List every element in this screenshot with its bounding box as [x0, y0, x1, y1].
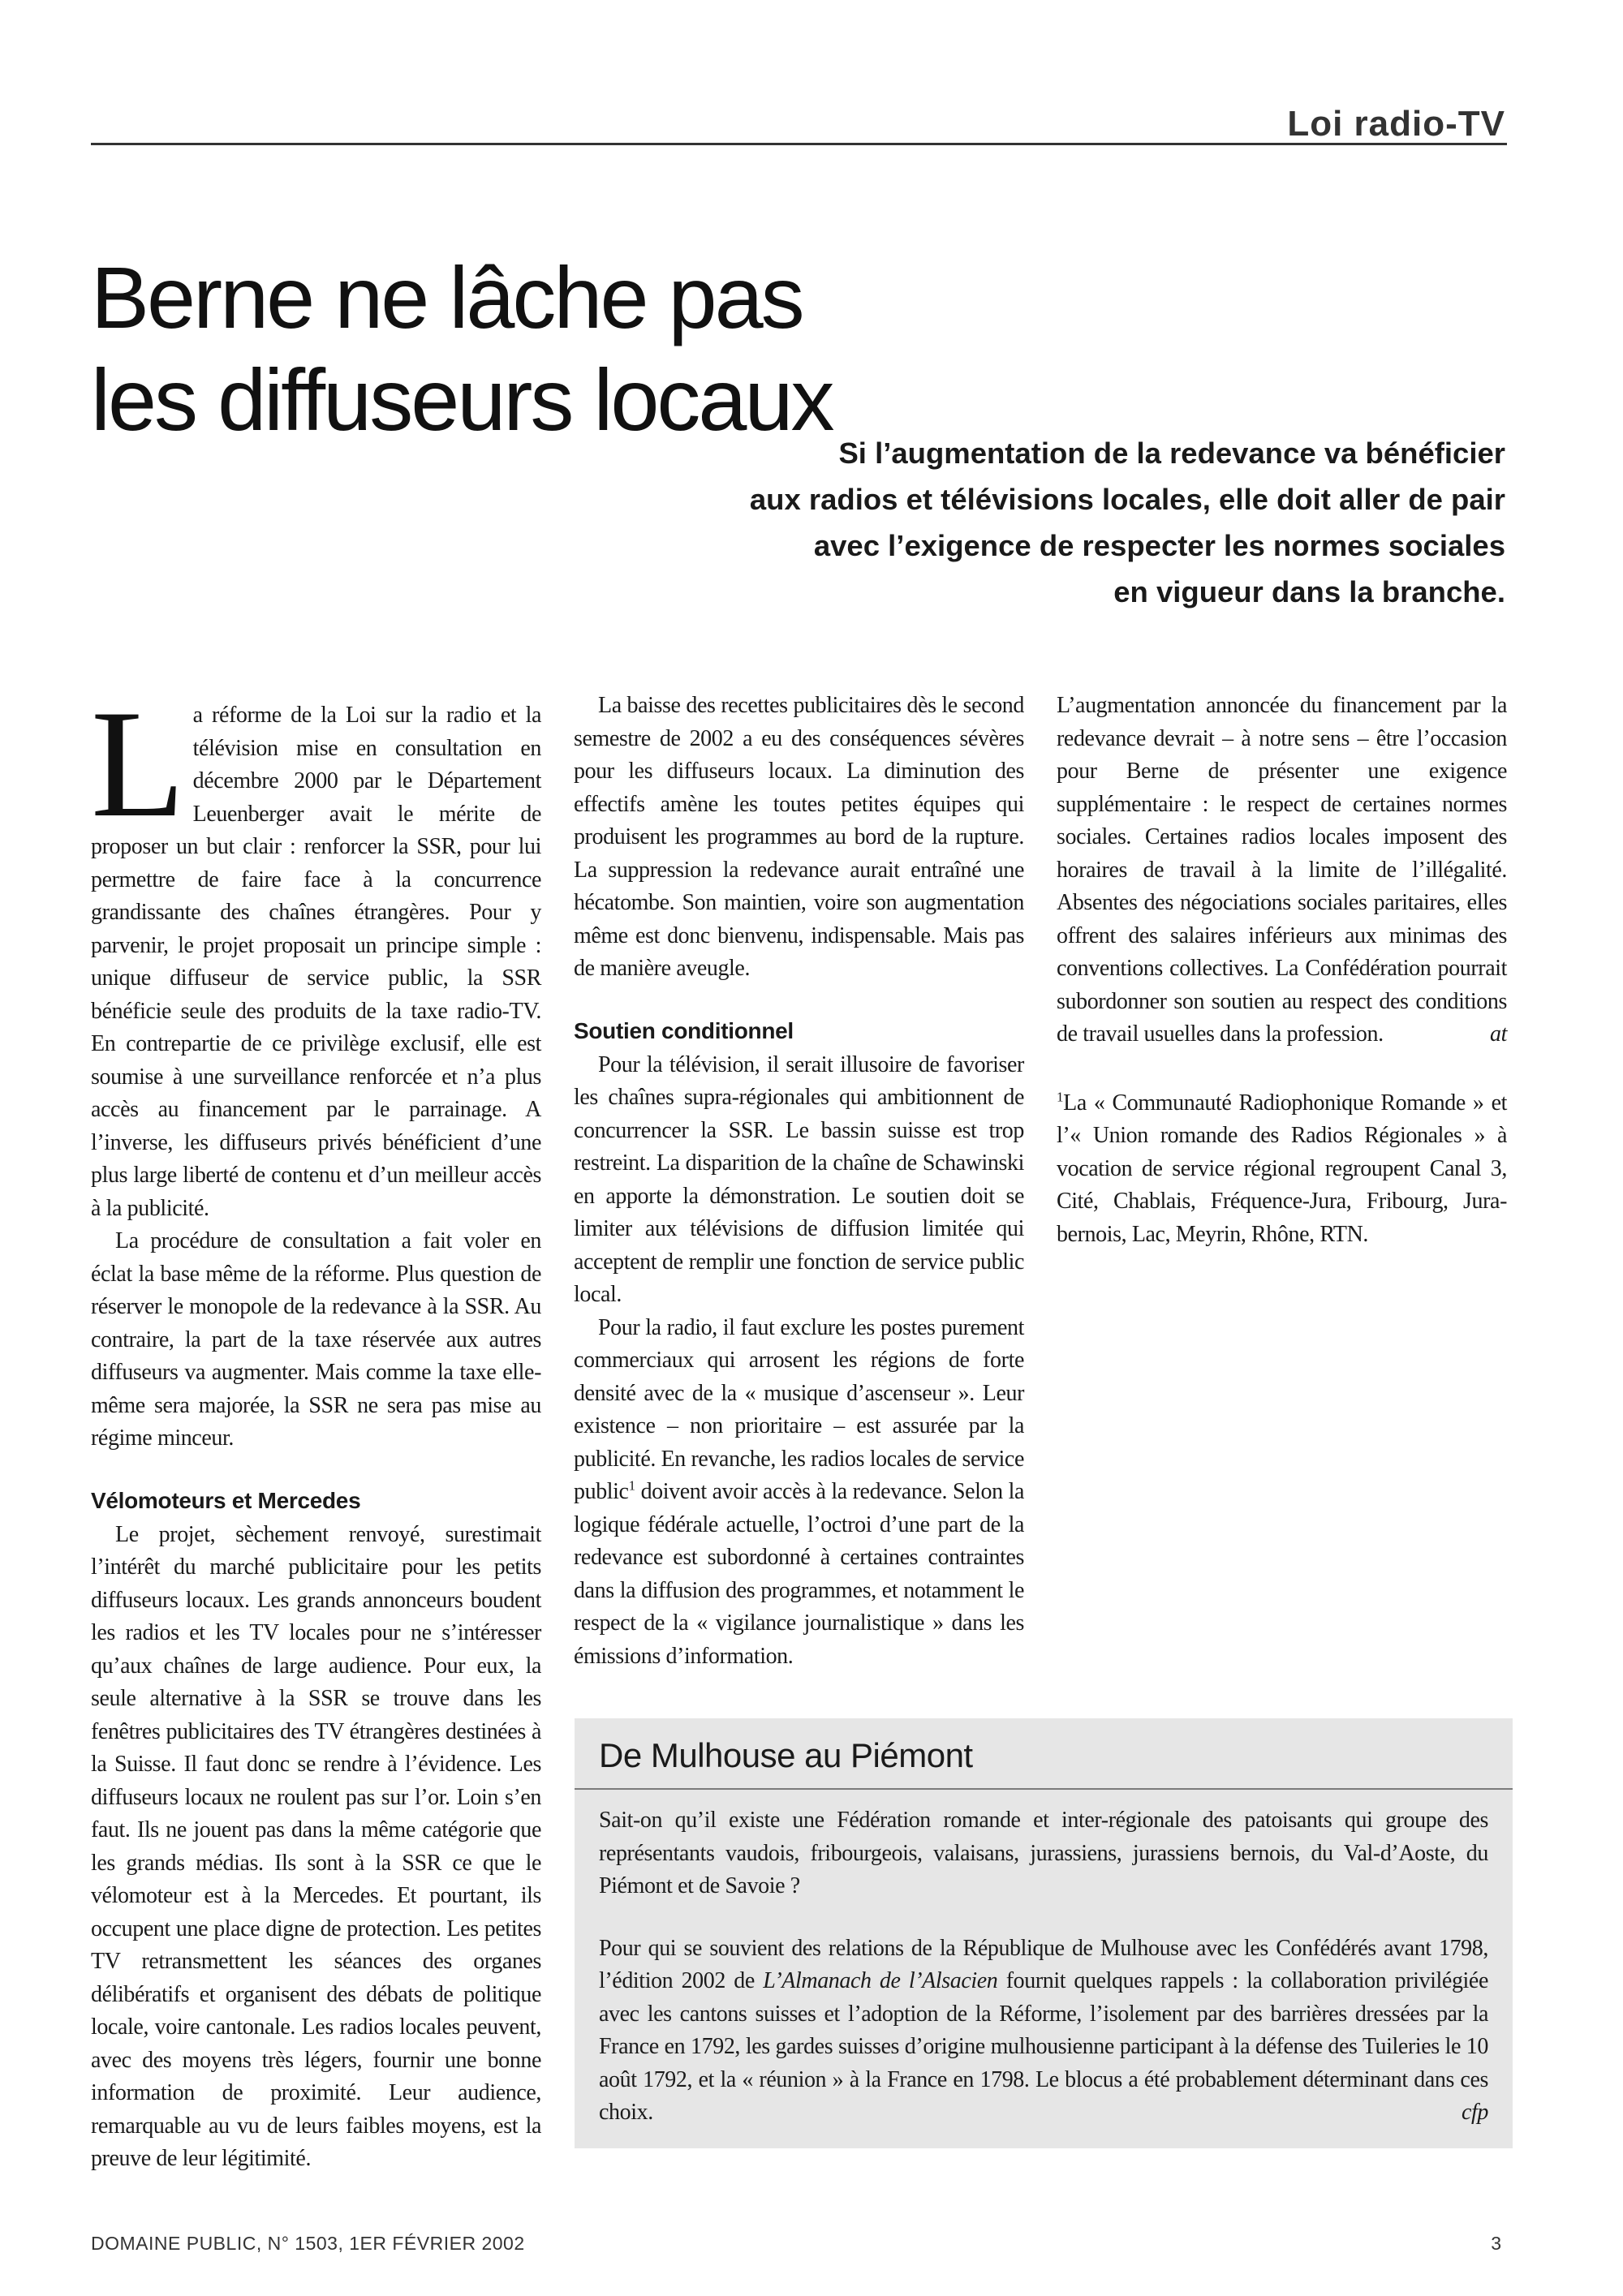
title-line-2: les diffuseurs locaux	[91, 350, 833, 449]
paragraph-text: L’augmentation annoncée du financement par la redevance devrait – à notre sens – être l’occasion pour Berne de présenter une exigence supplémentaire : le respect de certaines normes sociales. Certaines radios locales imposent des horaires de travail à la limite de l’illégalité. Absentes des négociations sociales paritaires, elles offrent des salaires inférieurs aux minimas des conventions collectives. La Confédération pourrait subordonner son soutien au respect des conditions de travail usuelles dans la profession.	[1057, 693, 1507, 1047]
book-title: L’Almanach de l’Alsacien	[763, 1968, 998, 1993]
lead-line-3: avec l’exigence de respecter les normes sociales	[813, 529, 1505, 562]
sidebar-title: De Mulhouse au Piémont	[599, 1736, 973, 1774]
footnote-text: La « Communauté Radiophonique Romande » et l’« Union romande des Radios Régionales » à vocation de service régional regroupent Canal 3, Cité, Chablais, Fréquence-Jura, Fribourg, Jura-bernois, Lac, Meyrin, Rhône, RTN.	[1057, 1090, 1507, 1247]
paragraph-text: Pour qui se souvient des relations de la République de Mulhouse avec les Confédérés avant 1798, l’édition 2002 de	[599, 1935, 1488, 1993]
paragraph	[91, 1519, 541, 2176]
section-rubric: Loi radio-TV	[1287, 104, 1505, 144]
column-1	[91, 679, 541, 2176]
page-number: 3	[1491, 2233, 1501, 2254]
sidebar-paragraph: Sait-on qu’il existe une Fédération romande et inter-régionale des patoisants qui groupe des représentants vaudois, fribourgeois, valaisans, jurassiens, jurassiens bernois, du Val-d’Aoste, du Piémont et de Savoie ?	[599, 1808, 1488, 1898]
author-signature: at	[1490, 1021, 1507, 1047]
sidebar-box	[575, 1718, 1513, 2148]
sidebar-paragraph	[599, 1933, 1488, 2130]
footnote	[1057, 1087, 1507, 1252]
footnote-mark: 1	[1057, 1089, 1064, 1105]
paragraph	[1057, 690, 1507, 1051]
drop-cap: L	[91, 679, 185, 849]
paragraph: La baisse des recettes publicitaires dès le second semestre de 2002 a eu des conséquences sévères pour les diffuseurs locaux. La diminution des effectifs amène les toutes petites équipes qui produisent les programmes au bord de la rupture. La suppression la redevance aurait entraîné une hécatombe. Son maintien, voire son augmentation même est donc bienvenu, indispensable. Mais pas de manière aveugle.	[574, 693, 1024, 981]
footnote-ref: 1	[628, 1477, 635, 1494]
lead-line-4: en vigueur dans la branche.	[1113, 575, 1505, 608]
article-title	[91, 247, 1227, 451]
paragraph-intro	[91, 679, 541, 1225]
paragraph: La procédure de consultation a fait voler en éclat la base même de la réforme. Plus question de réserver le monopole de la redevance à la SSR. Au contraire, la part de la taxe réservée aux autres diffuseurs va augmenter. Mais comme la taxe elle-même sera majorée, la SSR ne sera pas mise au régime minceur.	[91, 1228, 541, 1451]
paragraph	[574, 1312, 1024, 1674]
paragraph-text: Pour la radio, il faut exclure les postes purement commerciaux qui arrosent les régions de forte densité avec de la « musique d’ascenseur ». Leur existence – non prioritaire – est assurée par la publicité. En revanche, les radios locales de service public	[574, 1314, 1024, 1504]
title-line-1: Berne ne lâche pas	[91, 248, 803, 347]
paragraph: Pour la télévision, il serait illusoire de favoriser les chaînes supra-régionales qui ambitionnent de concurrencer la SSR. Le bassin suisse est trop restreint. La disparition de la chaîne de Schawinski en apporte la démonstration. Le soutien doit se limiter aux télévisions de diffusion limitée qui acceptent de remplir une fonction de service public local.	[574, 1051, 1024, 1307]
subheading-velomoteurs: Vélomoteurs et Mercedes	[91, 1487, 361, 1513]
column-3	[1057, 690, 1507, 1251]
sidebar-rule	[575, 1788, 1513, 1790]
article-lead	[532, 430, 1505, 615]
publication-info: DOMAINE PUBLIC, N° 1503, 1ER FÉVRIER 2002	[91, 2233, 525, 2254]
paragraph-text: doivent avoir accès à la redevance. Selon la logique fédérale actuelle, l’octroi d’une part de la redevance est subordonné à certaines contraintes dans la diffusion des programmes, et notamment le respect de la « vigilance journalistique » dans les émissions d’information.	[574, 1479, 1024, 1669]
sidebar-signature: cfp	[1461, 2100, 1488, 2125]
header-rule	[91, 143, 1507, 145]
lead-line-2: aux radios et télévisions locales, elle doit aller de pair	[749, 483, 1505, 516]
paragraph-text: Le projet, sèchement renvoyé, surestimait l’intérêt du marché publicitaire pour les petits diffuseurs locaux. Les grands annonceurs boudent les radios et les TV locales pour ne s’intéresser qu’aux chaînes de large audience. Pour eux, la seule alternative à la SSR se trouve dans les fenêtres publicitaires des TV étrangères destinées à la Suisse. Il faut donc se rendre à l’évidence. Les diffuseurs locaux ne roulent pas sur l’or. Loin s’en faut. Ils ne jouent pas dans la même catégorie que les grands médias. Ils sont à la SSR ce que le vélomoteur est à la Mercedes. Et pourtant, ils occupent une place digne de protection. Les petites TV retransmettent les séances des organes délibératifs et organisent des débats de politique locale, voire cantonale. Les radios locales peuvent, avec des moyens très légers, fournir une bonne information de proximité. Leur audience, remarquable au vu de leurs faibles moyens, est la preuve de leur légitimité.	[91, 1521, 541, 2171]
lead-line-1: Si l’augmentation de la redevance va bénéficier	[838, 436, 1505, 470]
column-2	[574, 690, 1024, 1673]
subheading-soutien: Soutien conditionnel	[574, 1017, 794, 1043]
paragraph-text: fournit quelques rappels : la collaboration privilégiée avec les cantons suisses et l’adoption de la Réforme, l’isolement par des barrières dressées par la France en 1792, les gardes suisses d’origine mulhousienne participant à la défense des Tuileries le 10 août 1792, et la « réunion » à la France en 1798. Le blocus a été probablement déterminant dans ces choix.	[599, 1968, 1488, 2125]
paragraph-text: a réforme de la Loi sur la radio et la télévision mise en consultation en décembre 2000 par le Département Leuenberger avait le mérite de proposer un but clair : renforcer la SSR, pour lui permettre de faire face à la concurrence grandissante des chaînes étrangères. Pour y parvenir, le projet proposait un principe simple : unique diffuseur de service public, la SSR bénéficie seule des produits de la taxe radio-TV. En contrepartie de ce privilège exclusif, elle est soumise à une surveillance renforcée et n’a plus accès au financement par le parrainage. A l’inverse, les diffuseurs privés bénéficient d’une plus large liberté de contenu et d’un meilleur accès à la publicité.	[91, 703, 541, 1221]
